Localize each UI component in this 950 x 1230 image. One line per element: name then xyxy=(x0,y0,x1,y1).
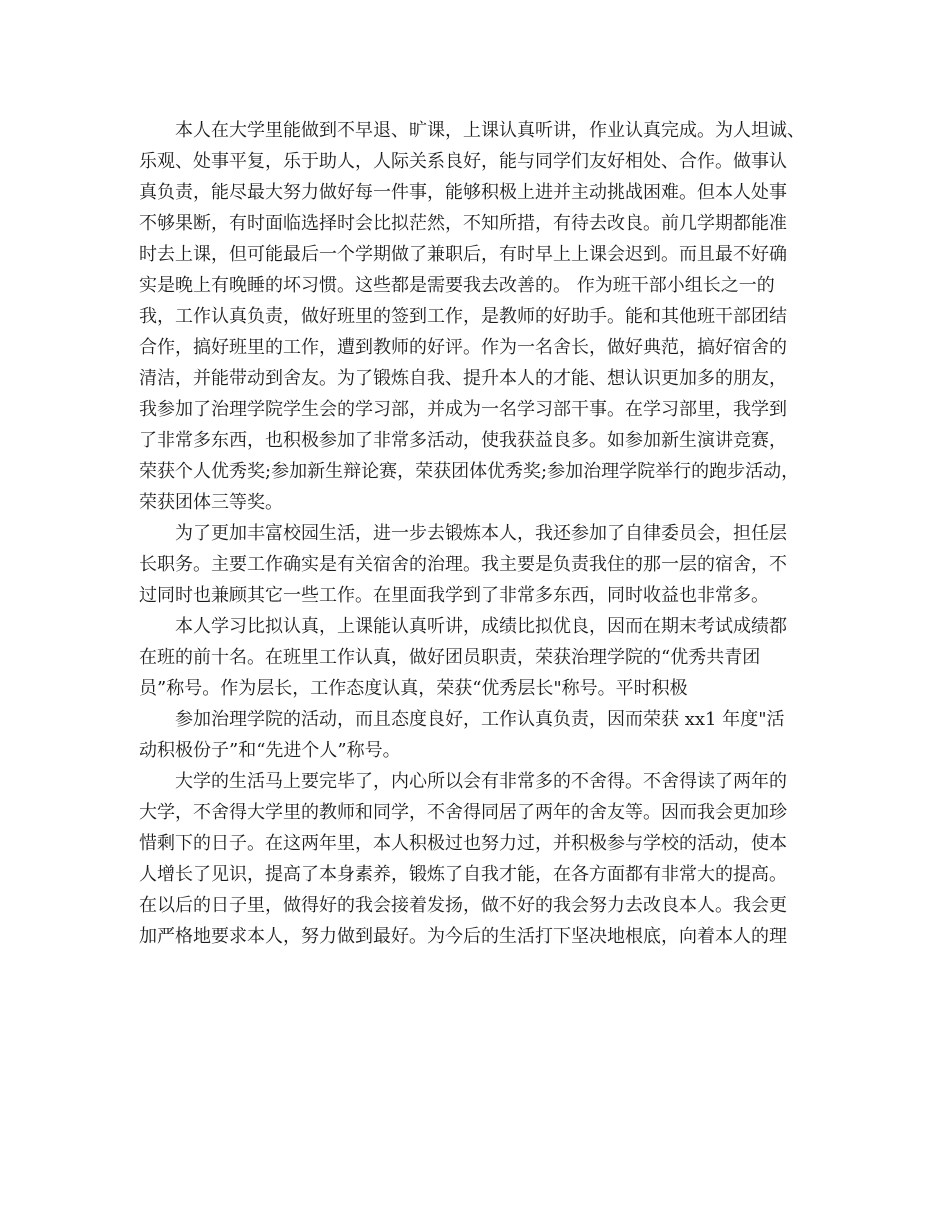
text-line: 清洁，并能带动到舍友。为了锻炼自我、提升本人的才能、想认识更加多的朋友， xyxy=(139,368,787,389)
text-line: 乐观、处事平复，乐于助人，人际关系良好，能与同学们友好相处、合作。做事认 xyxy=(139,151,787,172)
text-line: 不够果断，有时面临选择时会比拟茫然，不知所措，有待去改良。前几学期都能准 xyxy=(139,213,787,234)
text-line: 长职务。主要工作确实是有关宿舍的治理。我主要是负责我住的那一层的宿舍，不 xyxy=(139,554,787,575)
document-body-text xyxy=(139,115,839,952)
text-line: 为了更加丰富校园生活，进一步去锻炼本人，我还参加了自律委员会，担任层 xyxy=(175,523,787,544)
text-line: 在以后的日子里，做得好的我会接着发扬，做不好的我会努力去改良本人。我会更 xyxy=(139,895,787,916)
text-line: 我参加了治理学院学生会的学习部，并成为一名学习部干事。在学习部里，我学到 xyxy=(139,399,787,420)
text-line: 本人在大学里能做到不早退、旷课，上课认真听讲，作业认真完成。为人坦诚、 xyxy=(175,120,805,141)
text-line: 了非常多东西，也积极参加了非常多活动，使我获益良多。如参加新生演讲竞赛， xyxy=(139,430,787,451)
text-line: 实是晚上有晚睡的坏习惯。这些都是需要我去改善的。 作为班干部小组长之一的 xyxy=(139,275,775,296)
text-line: 动积极份子”和“先进个人”称号。 xyxy=(139,740,401,761)
text-line: 大学的生活马上要完毕了，内心所以会有非常多的不舍得。不舍得读了两年的 xyxy=(175,771,787,792)
text-line: 真负责，能尽最大努力做好每一件事，能够积极上进并主动挑战困难。但本人处事 xyxy=(139,182,787,203)
text-line: 荣获个人优秀奖;参加新生辩论赛，荣获团体优秀奖;参加治理学院举行的跑步活动， xyxy=(139,461,800,482)
text-line: 人增长了见识，提高了本身素养，锻炼了自我才能，在各方面都有非常大的提高。 xyxy=(139,864,787,885)
text-line: 员”称号。作为层长，工作态度认真，荣获“优秀层长"称号。平时积极 xyxy=(139,678,688,699)
text-line: 时去上课，但可能最后一个学期做了兼职后，有时早上上课会迟到。而且最不好确 xyxy=(139,244,787,265)
text-line: 加严格地要求本人，努力做到最好。为今后的生活打下坚决地根底，向着本人的理 xyxy=(139,926,787,947)
text-line: 我，工作认真负责，做好班里的签到工作，是教师的好助手。能和其他班干部团结 xyxy=(139,306,787,327)
text-line: 惜剩下的日子。在这两年里，本人积极过也努力过，并积极参与学校的活动，使本 xyxy=(139,833,787,854)
text-line: 本人学习比拟认真，上课能认真听讲，成绩比拟优良，因而在期末考试成绩都 xyxy=(175,616,787,637)
text-line: 在班的前十名。在班里工作认真，做好团员职责，荣获治理学院的“优秀共青团 xyxy=(139,647,761,668)
text-line: 过同时也兼顾其它一些工作。在里面我学到了非常多东西，同时收益也非常多。 xyxy=(139,585,769,606)
text-line: 荣获团体三等奖。 xyxy=(139,492,283,513)
text-line: 合作，搞好班里的工作，遭到教师的好评。作为一名舍长，做好典范，搞好宿舍的 xyxy=(139,337,787,358)
text-line: 大学，不舍得大学里的教师和同学，不舍得同居了两年的舍友等。因而我会更加珍 xyxy=(139,802,787,823)
text-line: 参加治理学院的活动，而且态度良好，工作认真负责，因而荣获 xx1 年度"活 xyxy=(175,709,785,730)
